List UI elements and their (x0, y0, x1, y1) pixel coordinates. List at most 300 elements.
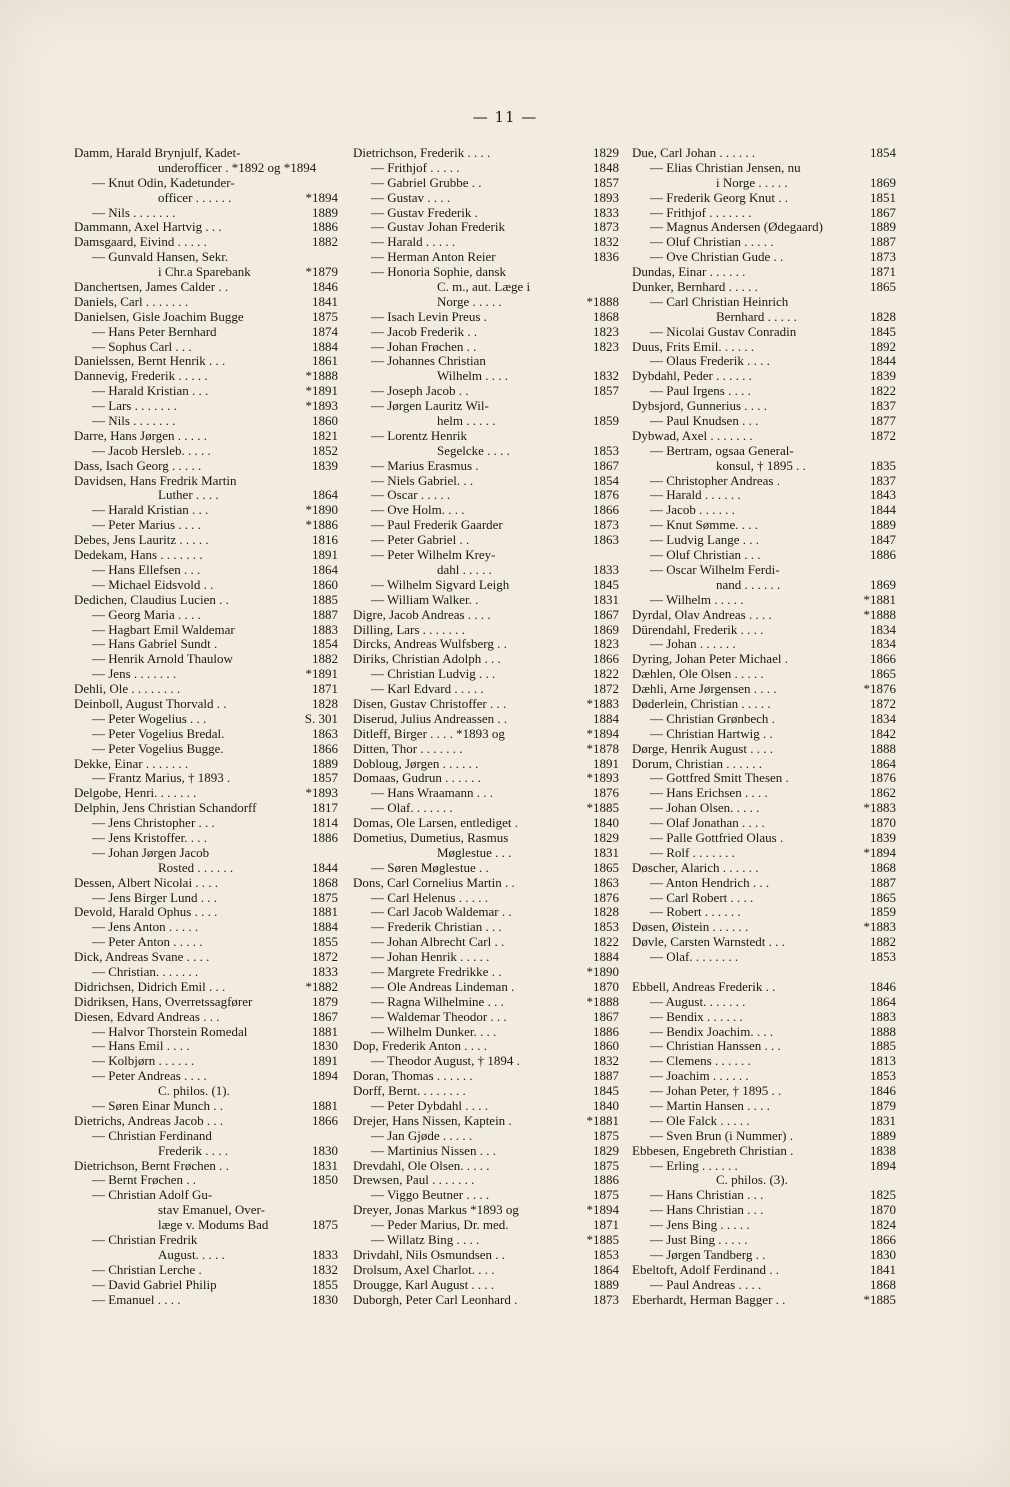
register-entry (353, 325, 619, 340)
entry-name: — Johan Henrik . . . . . (371, 950, 490, 965)
register-entry (353, 1159, 619, 1174)
register-entry (632, 757, 896, 772)
entry-name: — Bernt Frøchen . . (92, 1173, 196, 1188)
entry-year: 1869 (870, 576, 896, 592)
entry-name: — Emanuel . . . . (92, 1292, 181, 1307)
entry-name: — Carl Robert . . . . (650, 890, 754, 905)
entry-year: 1872 (870, 427, 896, 443)
register-entry (353, 161, 619, 176)
register-entry (632, 1069, 896, 1084)
entry-name: — Carl Jacob Waldemar . . (371, 905, 512, 920)
entry-name: — Robert . . . . . . (650, 905, 741, 920)
entry-name: Drolsum, Axel Charlot. . . . (353, 1262, 495, 1277)
entry-name: Døsen, Øistein . . . . . . (632, 920, 749, 935)
entry-name: i Norge . . . . . (716, 175, 788, 190)
entry-name: — Harald Kristian . . . (92, 384, 209, 399)
column-2 (353, 146, 619, 1307)
register-entry (353, 295, 619, 310)
register-entry (74, 1010, 338, 1025)
entry-name: — Magnus Andersen (Ødegaard) (650, 220, 823, 235)
entry-year: *1883 (863, 800, 896, 816)
entry-name: Døderlein, Christian . . . . . (632, 696, 771, 711)
entry-year (892, 295, 896, 310)
entry-year: 1889 (870, 219, 896, 235)
register-entry (632, 1114, 896, 1129)
entry-year: 1864 (312, 561, 338, 577)
entry-year: 1867 (593, 457, 619, 473)
entry-name: — Frithjof . . . . . (371, 160, 460, 175)
register-entry (632, 637, 896, 652)
entry-year: 1881 (312, 1023, 338, 1039)
entry-year: 1864 (870, 755, 896, 771)
entry-year: 1867 (312, 1008, 338, 1024)
entry-year: 1870 (593, 978, 619, 994)
register-entry (632, 503, 896, 518)
entry-year: *1883 (586, 695, 619, 711)
entry-year: 1886 (593, 1023, 619, 1039)
entry-name: — Wilhelm . . . . . (650, 592, 744, 607)
entry-name: Dietrichson, Frederik . . . . (353, 146, 491, 160)
register-entry (74, 950, 338, 965)
entry-name: — Nicolai Gustav Conradin (650, 324, 797, 339)
entry-name: — Herman Anton Reier (371, 250, 496, 265)
register-entry (632, 429, 896, 444)
entry-year (615, 548, 619, 563)
entry-name: Dybwad, Axel . . . . . . . (632, 428, 753, 443)
register-entry (353, 965, 619, 980)
entry-name: Frederik . . . . (158, 1143, 229, 1158)
entry-name: — Johan Albrecht Carl . . (371, 935, 505, 950)
entry-name: C. philos. (3). (716, 1173, 788, 1188)
entry-name: — Erling . . . . . . (650, 1158, 738, 1173)
entry-name: Duus, Frits Emil. . . . . . (632, 339, 755, 354)
entry-year (334, 146, 338, 161)
register-entry (632, 1010, 896, 1025)
entry-name: Delgobe, Henri. . . . . . . (74, 786, 197, 801)
entry-year: *1886 (305, 517, 338, 533)
entry-name: — Oscar Wilhelm Ferdi- (650, 562, 780, 577)
entry-year: 1885 (312, 591, 338, 607)
entry-name: Diserud, Julius Andreassen . . (353, 711, 508, 726)
entry-year: 1857 (593, 174, 619, 190)
entry-name: Dilling, Lars . . . . . . . (353, 622, 465, 637)
register-entry (632, 1248, 896, 1263)
entry-name: — Anton Hendrich . . . (650, 875, 770, 890)
entry-year: 1894 (312, 1068, 338, 1084)
register-entry (632, 905, 896, 920)
register-entry (74, 310, 338, 325)
entry-name: Dæhli, Arne Jørgensen . . . . (632, 682, 777, 697)
entry-name: — Hans Erichsen . . . . (650, 786, 768, 801)
entry-name: Norge . . . . . (437, 294, 502, 309)
entry-year: 1886 (312, 829, 338, 845)
entry-year: 1843 (870, 487, 896, 503)
entry-year: 1871 (593, 1217, 619, 1233)
entry-name: — Ole Andreas Lindeman . (371, 979, 515, 994)
entry-name: — Harald . . . . . . (650, 488, 741, 503)
entry-year: *1885 (586, 1232, 619, 1248)
entry-name: — Johan Jørgen Jacob (92, 845, 210, 860)
register-entry (353, 340, 619, 355)
entry-year: 1875 (312, 308, 338, 324)
register-entry (632, 310, 896, 325)
entry-name: officer . . . . . . (158, 190, 232, 205)
register-entry (74, 667, 338, 682)
entry-name: Dometius, Dumetius, Rasmus (353, 830, 509, 845)
register-entry (353, 250, 619, 265)
entry-year: *1879 (305, 264, 338, 280)
register-entry (74, 1144, 338, 1159)
entry-name: — Peter Andreas . . . . (92, 1069, 207, 1084)
entry-year (334, 1203, 338, 1218)
register-entry (74, 235, 338, 250)
register-entry (353, 429, 619, 444)
entry-name: Wilhelm . . . . (437, 369, 508, 384)
entry-name: — Olaf Jonathan . . . . (650, 816, 765, 831)
entry-name: Dybdahl, Peder . . . . . . (632, 369, 752, 384)
register-entry (632, 623, 896, 638)
entry-year: 1860 (312, 413, 338, 429)
entry-year: *1881 (586, 1112, 619, 1128)
register-entry (74, 384, 338, 399)
register-entry (632, 1263, 896, 1278)
entry-year: 1830 (870, 1246, 896, 1262)
entry-name: — Christian Hanssen . . . (650, 1039, 781, 1054)
entry-year: *1894 (586, 725, 619, 741)
register-entry (74, 1203, 338, 1218)
entry-year: 1834 (870, 636, 896, 652)
register-entry (632, 935, 896, 950)
entry-name: — Oluf Christian . . . . . (650, 235, 774, 250)
entry-year: 1822 (593, 934, 619, 950)
entry-name: Dyring, Johan Peter Michael . (632, 652, 788, 667)
register-entry (632, 369, 896, 384)
entry-name: — Hans Emil . . . . (92, 1039, 190, 1054)
register-entry (74, 280, 338, 295)
register-entry (353, 1263, 619, 1278)
entry-name: C. philos. (1). (158, 1084, 230, 1099)
register-entry (353, 1099, 619, 1114)
register-entry (632, 354, 896, 369)
entry-name: — Jens . . . . . . . (92, 667, 177, 682)
entry-name: — Christopher Andreas . (650, 473, 780, 488)
register-entry (74, 1293, 338, 1308)
entry-year: 1835 (870, 457, 896, 473)
entry-name: — Rolf . . . . . . . (650, 845, 735, 860)
entry-year: 1813 (870, 1053, 896, 1069)
entry-year: 1821 (312, 427, 338, 443)
register-entry (632, 533, 896, 548)
entry-name: nand . . . . . . (716, 577, 781, 592)
register-entry (74, 1278, 338, 1293)
entry-year: 1833 (593, 204, 619, 220)
entry-name: — Ole Falck . . . . . (650, 1113, 750, 1128)
entry-year: 1850 (312, 1172, 338, 1188)
entry-name: — Sven Brun (i Nummer) . (650, 1128, 793, 1143)
register-entry (632, 488, 896, 503)
register-entry (632, 1129, 896, 1144)
entry-year: 1891 (312, 547, 338, 563)
register-entry (74, 340, 338, 355)
entry-year: 1887 (870, 234, 896, 250)
register-entry (74, 1159, 338, 1174)
register-entry (632, 474, 896, 489)
entry-name: — Jan Gjøde . . . . . (371, 1128, 473, 1143)
entry-year: 1867 (593, 606, 619, 622)
entry-year (892, 563, 896, 578)
entry-year: 1889 (870, 1127, 896, 1143)
entry-name: — Christian Fredrik (92, 1233, 198, 1248)
entry-name: — Christian Hartwig . . (650, 726, 773, 741)
register-entry (632, 161, 896, 176)
register-entry (74, 444, 338, 459)
entry-year: 1874 (312, 323, 338, 339)
entry-year: 1853 (593, 1246, 619, 1262)
register-entry (74, 533, 338, 548)
entry-year (892, 444, 896, 459)
register-entry (632, 176, 896, 191)
register-entry (353, 459, 619, 474)
register-entry (353, 220, 619, 235)
entry-year (334, 250, 338, 265)
entry-year: 1857 (593, 383, 619, 399)
entry-name: — Johan Olsen. . . . . (650, 801, 760, 816)
entry-name: — Hans Christian . . . (650, 1203, 764, 1218)
entry-year: 1825 (870, 1187, 896, 1203)
register-entry (353, 995, 619, 1010)
entry-year: *1894 (586, 1202, 619, 1218)
entry-name: Eberhardt, Herman Bagger . . (632, 1292, 786, 1307)
entry-year: 1872 (870, 695, 896, 711)
entry-year: 1824 (870, 1217, 896, 1233)
entry-name: Ditten, Thor . . . . . . . (353, 741, 463, 756)
register-entry (632, 250, 896, 265)
entry-name: — Harald . . . . . (371, 235, 456, 250)
entry-year: 1868 (870, 1276, 896, 1292)
register-entry (632, 459, 896, 474)
entry-year: *1893 (586, 770, 619, 786)
entry-year: 1877 (870, 413, 896, 429)
register-entry (632, 1159, 896, 1174)
register-entry (353, 1188, 619, 1203)
entry-year (334, 161, 338, 176)
register-entry (74, 771, 338, 786)
entry-name: helm . . . . . (437, 414, 496, 429)
entry-year (334, 176, 338, 191)
entry-year: 1861 (312, 353, 338, 369)
entry-year: 1873 (870, 249, 896, 265)
register-entry (74, 399, 338, 414)
entry-year: *1885 (863, 1291, 896, 1307)
entry-name: C. m., aut. Læge i (437, 280, 531, 295)
entry-name: konsul, † 1895 . . (716, 458, 806, 473)
register-entry (632, 816, 896, 831)
register-entry (74, 891, 338, 906)
entry-year: 1830 (312, 1038, 338, 1054)
entry-name: Dyrdal, Olav Andreas . . . . (632, 607, 772, 622)
register-entry (74, 220, 338, 235)
entry-year: 1831 (870, 1112, 896, 1128)
register-entry (632, 861, 896, 876)
register-entry (632, 950, 896, 965)
entry-year: 1829 (593, 1142, 619, 1158)
entry-name: Deinboll, August Thorvald . . (74, 696, 227, 711)
entry-name: — Isach Levin Preus . (371, 309, 487, 324)
entry-year: 1864 (312, 487, 338, 503)
entry-year: 1845 (593, 576, 619, 592)
register-entry (74, 548, 338, 563)
entry-year: 1833 (593, 561, 619, 577)
register-entry (632, 801, 896, 816)
register-entry (632, 220, 896, 235)
entry-year: 1865 (870, 889, 896, 905)
entry-name: — Gunvald Hansen, Sekr. (92, 250, 229, 265)
entry-year: S. 301 (304, 710, 338, 726)
entry-year: *1882 (305, 978, 338, 994)
entry-year: 1823 (593, 323, 619, 339)
entry-year: 1846 (870, 1083, 896, 1099)
register-entry (353, 444, 619, 459)
entry-year: 1889 (312, 755, 338, 771)
register-entry (74, 846, 338, 861)
entry-name: — Bendix Joachim. . . . (650, 1024, 774, 1039)
register-entry (353, 727, 619, 742)
entry-year: 1886 (593, 1172, 619, 1188)
entry-name: — Marius Erasmus . (371, 458, 479, 473)
register-entry (74, 965, 338, 980)
entry-name: underofficer . *1892 og *1894 (158, 160, 317, 175)
register-entry (74, 920, 338, 935)
register-entry (74, 876, 338, 891)
register-entry (74, 146, 338, 161)
register-entry (353, 265, 619, 280)
entry-year: *1891 (305, 666, 338, 682)
register-entry (632, 652, 896, 667)
entry-year: *1891 (305, 383, 338, 399)
entry-year: 1866 (312, 740, 338, 756)
register-entry (74, 742, 338, 757)
entry-year: 1842 (870, 725, 896, 741)
entry-name: — David Gabriel Philip (92, 1277, 217, 1292)
entry-year: 1841 (870, 1261, 896, 1277)
entry-year: 1853 (870, 949, 896, 965)
entry-year: 1866 (870, 1232, 896, 1248)
entry-year: 1833 (312, 1246, 338, 1262)
entry-year (892, 965, 896, 980)
entry-year: 1831 (593, 844, 619, 860)
entry-year: *1878 (586, 740, 619, 756)
entry-year: 1832 (312, 1261, 338, 1277)
entry-year: 1838 (870, 1142, 896, 1158)
entry-year: 1865 (870, 279, 896, 295)
entry-year: 1840 (593, 815, 619, 831)
entry-year: *1885 (586, 800, 619, 816)
register-entry (353, 474, 619, 489)
entry-year: *1893 (305, 398, 338, 414)
entry-year: 1888 (870, 1023, 896, 1039)
entry-name: Dorff, Bernt. . . . . . . . (353, 1084, 466, 1099)
register-entry (353, 950, 619, 965)
entry-year: 1823 (593, 636, 619, 652)
entry-name: — Peter Anton . . . . . (92, 935, 203, 950)
entry-name: — Theodor August, † 1894 . (371, 1054, 520, 1069)
entry-name: læge v. Modums Bad (158, 1218, 269, 1233)
register-entry (74, 161, 338, 176)
register-entry (74, 176, 338, 191)
entry-name: — Martin Hansen . . . . (650, 1099, 770, 1113)
register-entry (74, 295, 338, 310)
entry-name: Luther . . . . (158, 488, 219, 503)
entry-name: Danielsen, Gisle Joachim Bugge (74, 309, 244, 324)
entry-name: — Ragna Wilhelmine . . . (371, 994, 504, 1009)
entry-name: Ebeltoft, Adolf Ferdinand . . (632, 1262, 779, 1277)
entry-year: 1822 (870, 383, 896, 399)
entry-year: 1885 (870, 1038, 896, 1054)
register-entry (632, 146, 896, 161)
register-entry (353, 1010, 619, 1025)
register-entry (74, 578, 338, 593)
entry-name: Møglestue . . . (437, 845, 512, 860)
entry-name: Duborgh, Peter Carl Leonhard . (353, 1292, 518, 1307)
register-entry (353, 1114, 619, 1129)
register-entry (353, 935, 619, 950)
register-entry (74, 250, 338, 265)
register-entry (74, 1069, 338, 1084)
register-entry (632, 786, 896, 801)
entry-name: Drejer, Hans Nissen, Kaptein . (353, 1113, 512, 1128)
entry-name: Dehli, Ole . . . . . . . . (74, 682, 181, 697)
register-entry (74, 206, 338, 221)
register-entry (632, 742, 896, 757)
entry-year: 1839 (870, 368, 896, 384)
register-entry (74, 1039, 338, 1054)
entry-year: 1829 (593, 145, 619, 160)
entry-year: 1848 (593, 159, 619, 175)
register-entry (74, 1173, 338, 1188)
entry-name: — Harald Kristian . . . (92, 503, 209, 518)
entry-year: 1891 (593, 755, 619, 771)
entry-name: — Frithjof . . . . . . . (650, 205, 752, 220)
register-entry (74, 459, 338, 474)
entry-year: 1868 (870, 859, 896, 875)
register-entry (353, 235, 619, 250)
register-entry (632, 980, 896, 995)
column-1 (74, 146, 338, 1307)
entry-name: — Michael Eidsvold . . (92, 577, 214, 592)
register-entry (632, 206, 896, 221)
register-entry (353, 1144, 619, 1159)
column-3 (632, 146, 896, 1307)
register-entry (632, 1203, 896, 1218)
register-entry (632, 548, 896, 563)
register-entry (353, 623, 619, 638)
entry-year: 1884 (312, 919, 338, 935)
entry-year: 1870 (870, 815, 896, 831)
entry-name: — Hans Peter Bernhard (92, 324, 217, 339)
register-entry (353, 652, 619, 667)
entry-name: Dietrichson, Bernt Frøchen . . (74, 1158, 229, 1173)
register-entry (353, 861, 619, 876)
register-entry (353, 786, 619, 801)
entry-name: August. . . . . (158, 1247, 225, 1262)
register-entry (353, 771, 619, 786)
entry-year: 1884 (593, 949, 619, 965)
register-entry (74, 593, 338, 608)
entry-year: *1890 (305, 502, 338, 518)
register-entry (632, 965, 896, 980)
entry-year: 1834 (870, 621, 896, 637)
entry-name: — Peter Dybdahl . . . . (371, 1099, 488, 1113)
